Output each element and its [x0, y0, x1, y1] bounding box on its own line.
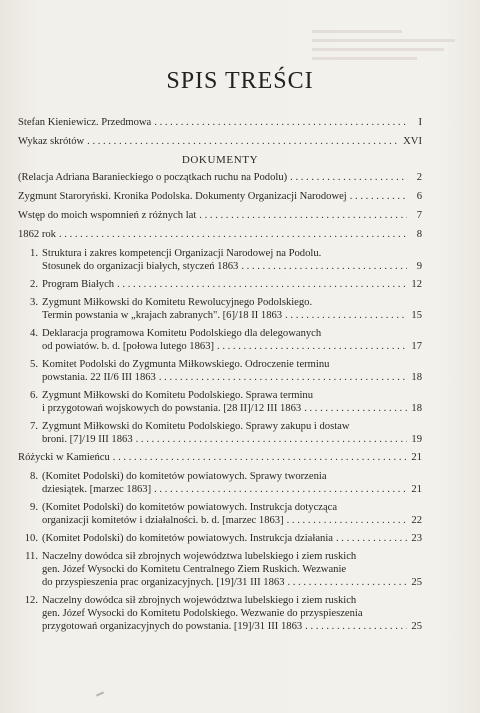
dot-leader [154, 483, 407, 496]
entry-number: 4. [30, 328, 38, 339]
entry-last-line [42, 260, 422, 273]
toc-numbered-entry [18, 389, 422, 415]
entry-number: 11. [25, 551, 38, 562]
table-of-contents [18, 116, 422, 638]
dot-leader [136, 433, 407, 446]
entry-text-line: przygotowań organizacyjnych do powstania. [19]/31 III 1863 [42, 621, 303, 632]
entry-number: 12. [24, 595, 38, 606]
entry-text-line: i przygotowań wojskowych do powstania. [28 II]/12 III 1863 [42, 403, 302, 414]
entry-text-line: do przyspieszenia prac organizacyjnych. [19]/31 III 1863 [42, 577, 285, 588]
bleed-through-text [312, 24, 462, 66]
toc-entry-label: 1862 rok [18, 229, 56, 240]
entry-text-line: (Komitet Podolski) do komitetów powiatowych. Instrukcja dotycząca [42, 502, 338, 513]
entry-number: 8. [30, 471, 38, 482]
entry-text-line: Termin powstania w „krajach zabranych". [6]/18 II 1863 [42, 310, 283, 321]
toc-numbered-entry [18, 470, 422, 496]
dot-leader [288, 576, 408, 589]
toc-entry [18, 209, 422, 222]
toc-entry-page: 15 [411, 310, 422, 321]
entry-text-line: Naczelny dowódca sił zbrojnych województwa lubelskiego i ziem ruskich [42, 595, 357, 606]
dot-leader [154, 116, 407, 129]
entry-number: 7. [30, 421, 38, 432]
toc-entry-page: 25 [411, 577, 422, 588]
toc-numbered-entry [18, 358, 422, 384]
toc-entry-label: Zygmunt Staroryński. Kronika Podolska. Dokumenty Organizacji Narodowej [18, 191, 347, 202]
entry-number: 2. [30, 279, 38, 290]
entry-text-line: (Komitet Podolski) do komitetów powiatowych. Sprawy tworzenia [42, 471, 327, 482]
toc-numbered-entry [18, 501, 422, 527]
entry-text-line: Program Białych [42, 279, 115, 290]
entry-text-line: Komitet Podolski do Zygmunta Miłkowskiego. Odroczenie terminu [42, 359, 330, 370]
dot-leader [290, 171, 407, 184]
dot-leader [199, 209, 407, 222]
entry-last-line [42, 309, 422, 322]
entry-text-line: Zygmunt Miłkowski do Komitetu Podolskiego. Sprawy zakupu i dostaw [42, 421, 350, 432]
toc-entry-page: 21 [411, 484, 422, 495]
entry-last-line [42, 532, 422, 545]
toc-entry-page: 12 [411, 279, 422, 290]
entry-text-line: od powiatów. b. d. [połowa lutego 1863] [42, 341, 215, 352]
dot-leader [113, 451, 407, 464]
toc-entry [18, 171, 422, 184]
entry-number: 1. [30, 248, 38, 259]
toc-numbered-entry [18, 420, 422, 446]
dot-leader [217, 340, 407, 353]
entry-text-line: broni. [7]/19 III 1863 [42, 434, 133, 445]
toc-entry-page: 23 [411, 533, 422, 544]
dot-leader [350, 190, 407, 203]
toc-entry-page: 21 [411, 452, 422, 463]
toc-entry [18, 116, 422, 129]
entry-last-line [42, 483, 422, 496]
entry-last-line [42, 514, 422, 527]
entry-number: 5. [30, 359, 38, 370]
toc-numbered-entry [18, 296, 422, 322]
entry-number: 9. [30, 502, 38, 513]
toc-entry-label: Różycki w Kamieńcu [18, 452, 110, 463]
toc-entry-label: Wstęp do moich wspomnień z różnych lat [18, 210, 197, 221]
entry-text-line: Zygmunt Miłkowski do Komitetu Rewolucyjnego Podolskiego. [42, 297, 313, 308]
entry-last-line [42, 278, 422, 291]
toc-numbered-entry [18, 327, 422, 353]
toc-entry-page: 6 [416, 191, 422, 202]
entry-text-line: Deklaracja programowa Komitetu Podolskiego dla delegowanych [42, 328, 322, 339]
toc-entry-label: (Relacja Adriana Baranieckiego o początkach ruchu na Podolu) [18, 172, 288, 183]
toc-entry-page: 22 [411, 515, 422, 526]
entry-text-line: Zygmunt Miłkowski do Komitetu Podolskiego. Sprawa terminu [42, 390, 314, 401]
toc-entry-page: 18 [411, 372, 422, 383]
toc-numbered-entry [18, 247, 422, 273]
entry-last-line [42, 433, 422, 446]
toc-entry-page: 9 [416, 261, 422, 272]
toc-entry [18, 228, 422, 241]
entry-number: 10. [24, 533, 38, 544]
toc-numbered-entry [18, 550, 422, 589]
toc-entry-page: XVI [403, 136, 422, 147]
dot-leader [117, 278, 407, 291]
toc-numbered-entry [18, 594, 422, 633]
dot-leader [87, 135, 400, 148]
toc-entry-page: 2 [416, 172, 422, 183]
entry-last-line [42, 340, 422, 353]
dot-leader [287, 514, 407, 527]
toc-entry-label: Wykaz skrótów [18, 136, 85, 147]
entry-last-line [42, 620, 422, 633]
dot-leader [241, 260, 407, 273]
toc-entry [18, 451, 422, 464]
entry-text-line: Stosunek do organizacji białych, styczeń 1863 [42, 261, 239, 272]
dot-leader [305, 620, 407, 633]
toc-entry-page: 25 [411, 621, 422, 632]
section-heading: DOKUMENTY [181, 154, 259, 166]
toc-entry-page: I [418, 117, 422, 128]
entry-text-line: Struktura i zakres kompetencji Organizacji Narodowej na Podolu. [42, 248, 322, 259]
toc-entry-page: 17 [411, 341, 422, 352]
entry-last-line [42, 576, 422, 589]
entry-text-line: dziesiątek. [marzec 1863] [42, 484, 152, 495]
entry-text-line: gen. Józef Wysocki do Komitetu Podolskiego. Wezwanie do przyspieszenia [42, 608, 363, 619]
entry-text-line: Naczelny dowódca sił zbrojnych województwa lubelskiego i ziem ruskich [42, 551, 357, 562]
entry-number: 3. [30, 297, 38, 308]
entry-last-line [42, 371, 422, 384]
entry-text-line: organizacji komitetów i działalności. b. d. [marzec 1863] [42, 515, 284, 526]
toc-entry [18, 135, 422, 148]
entry-text-line: gen. Józef Wysocki do Komitetu Centralnego Ziem Ruskich. Wezwanie [42, 564, 347, 575]
toc-entry-page: 8 [416, 229, 422, 240]
entry-text-line: powstania. 22 II/6 III 1863 [42, 372, 156, 383]
entry-last-line [42, 402, 422, 415]
dot-leader [304, 402, 407, 415]
page-mark [96, 691, 104, 696]
page-title: SPIS TREŚCI [166, 68, 314, 94]
toc-numbered-entry [18, 278, 422, 291]
toc-entry-page: 18 [411, 403, 422, 414]
entry-text-line: (Komitet Podolski) do komitetów powiatowych. Instrukcja działania [42, 533, 333, 544]
dot-leader [336, 532, 407, 545]
toc-entry-label: Stefan Kieniewicz. Przedmowa [18, 117, 152, 128]
toc-entry-page: 7 [416, 210, 422, 221]
entry-number: 6. [30, 390, 38, 401]
toc-entry [18, 190, 422, 203]
toc-entry-page: 19 [411, 434, 422, 445]
dot-leader [159, 371, 407, 384]
toc-numbered-entry [18, 532, 422, 545]
dot-leader [285, 309, 407, 322]
dot-leader [59, 228, 407, 241]
